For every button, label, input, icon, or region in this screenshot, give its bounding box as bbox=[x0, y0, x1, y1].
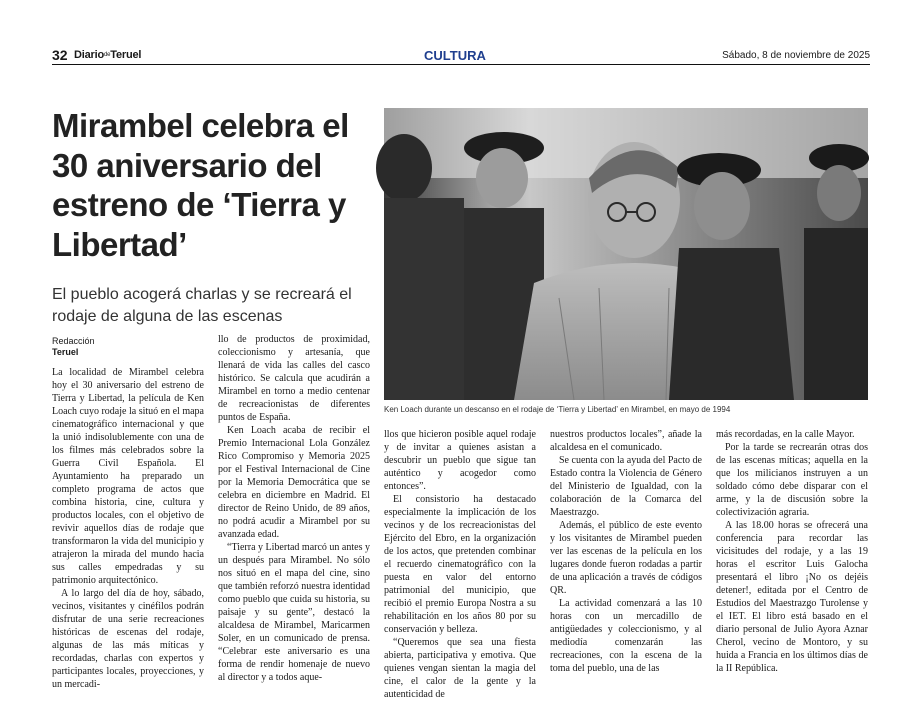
paragraph: Además, el público de este evento y los visitantes de Mirambel pueden ver las escenas de la película en los lugares donde fueron rodadas a partir de una aplicación a través de códigos QR. bbox=[550, 520, 702, 596]
masthead-logo bbox=[74, 49, 141, 61]
paragraph: llos que hicieron posible aquel rodaje y de invitar a quienes asistan a descubrir un pueblo que sigue tan auténtico y acogedor como entonces”. bbox=[384, 429, 536, 492]
paragraph: “Queremos que sea una fiesta abierta, participativa y emotiva. Que quienes vengan sientan la magia del cine, el calor de la gente y la autenticidad de bbox=[384, 637, 536, 700]
paragraph: A las 18.00 horas se ofrecerá una conferencia para recordar las vicisitudes del rodaje, y a las 19 horas el escritor Luis Galocha presentará el libro ¡No os dejéis detener!, editada por el Centro de Estudios del Maestrazgo Turolense y el IET. El libro está basado en el diario personal de Julio Ayora Aznar Cherol, vecino de Montoro, y su huida a Francia en los últimos días de la II República. bbox=[716, 520, 868, 674]
article-column-2 bbox=[218, 333, 370, 683]
article-byline bbox=[52, 336, 95, 358]
paragraph: El consistorio ha destacado especialmente la implicación de los vecinos y de los recreacionistas del Ejército del Ebro, en la organización de los actos, que pretenden combinar el recuerdo cinematográfico con la puesta en valor del entorno patrimonial del municipio, que recibió el premio Europa Nostra a su rehabilitación en los años 80 por su conservación y belleza. bbox=[384, 494, 536, 635]
article-column-5 bbox=[716, 428, 868, 678]
page-number: 32 bbox=[52, 47, 68, 63]
section-label: CULTURA bbox=[424, 48, 486, 63]
paragraph: Por la tarde se recrearán otras dos de las escenas míticas; aquella en la que los milicianos instruyen a un soldado cómo debe disparar con el arme, y la de discusión sobre la colectivización agraria. bbox=[716, 442, 868, 518]
byline-author: Redacción bbox=[52, 336, 95, 346]
photo-caption: Ken Loach durante un descanso en el rodaje de ‘Tierra y Libertad’ en Mirambel, en mayo de 1994 bbox=[384, 405, 731, 414]
paragraph: La actividad comenzará a las 10 horas con un mercadillo de antigüedades y coleccionismo, y al mediodía comenzarán las recreaciones, con la escena de la toma del pueblo, una de las bbox=[550, 598, 702, 674]
article-column-1 bbox=[52, 366, 204, 690]
paragraph: más recordadas, en la calle Mayor. bbox=[716, 429, 855, 440]
article-photo bbox=[384, 108, 868, 400]
issue-date: Sábado, 8 de noviembre de 2025 bbox=[722, 50, 870, 61]
article-headline: Mirambel celebra el 30 aniversario del estreno de ‘Tierra y Libertad’ bbox=[52, 107, 349, 263]
paragraph: Ken Loach acaba de recibir el Premio Internacional Lola González Rico Compromiso y Memoria 2025 por el Festival Internacional de Cine por la Memoria Democrática que se celebra en diciembre en Madrid. El director de Reino Unido, de 89 años, no podrá acudir a Mirambel por su avanzada edad. bbox=[218, 425, 370, 540]
masthead-left: Diario bbox=[74, 49, 104, 61]
paragraph: Se cuenta con la ayuda del Pacto de Estado contra la Violencia de Género del Ministerio de Igualdad, con la colaboración de la Comarca del Maestrazgo. bbox=[550, 455, 702, 518]
header-rule bbox=[52, 64, 870, 65]
byline-location: Teruel bbox=[52, 346, 79, 357]
masthead-mid: de bbox=[103, 52, 111, 59]
paragraph: La localidad de Mirambel celebra hoy el 30 aniversario del estreno de Tierra y Libertad, la película de Ken Loach cuyo rodaje la situó en el mapa cinematográfico internacional y que la unió indisolublemente con una de los filmes más celebrados sobre la Guerra Civil Española. El Ayuntamiento ha preparado un completo programa de actos que combina historia, cine, cultura y productos locales, con el objetivo de revivir aquellos días de rodaje que transformaron la vida del municipio y atrajeron la mirada del mundo hacia sus calles empedradas y su patrimonio arquitectónico. bbox=[52, 367, 204, 586]
page-header bbox=[52, 47, 870, 65]
masthead-right: Teruel bbox=[110, 49, 142, 61]
article-deck: El pueblo acogerá charlas y se recreará el rodaje de alguna de las escenas bbox=[52, 286, 352, 325]
article-column-3 bbox=[384, 428, 536, 700]
paragraph: nuestros productos locales”, añade la alcaldesa en el comunicado. bbox=[550, 429, 702, 453]
article-column-4 bbox=[550, 428, 702, 678]
paragraph: llo de productos de proximidad, coleccionismo y artesanía, que llenará de vida las calles del casco histórico. Se calcula que acudirán a Mirambel en torno a medio centenar de recreacionistas de diferentes puntos de España. bbox=[218, 334, 370, 423]
paragraph: A lo largo del día de hoy, sábado, vecinos, visitantes y cinéfilos podrán disfrutar de una serie recreaciones históricas de escenas del rodaje, algunas de las más míticas y recordadas, charlas con expertos y participantes locales, proyecciones, y un mercadi- bbox=[52, 588, 204, 690]
paragraph: “Tierra y Libertad marcó un antes y un después para Mirambel. No sólo nos situó en el mapa del cine, sino que también reforzó nuestra identidad como pueblo que cuida su historia, su paisaje y su gente”, destacó la alcaldesa de Mirambel, Maricarmen Soler, en un comunicado de prensa. “Celebrar este aniversario es una forma de rendir homenaje de nuevo al director y a todos aque- bbox=[218, 542, 370, 683]
